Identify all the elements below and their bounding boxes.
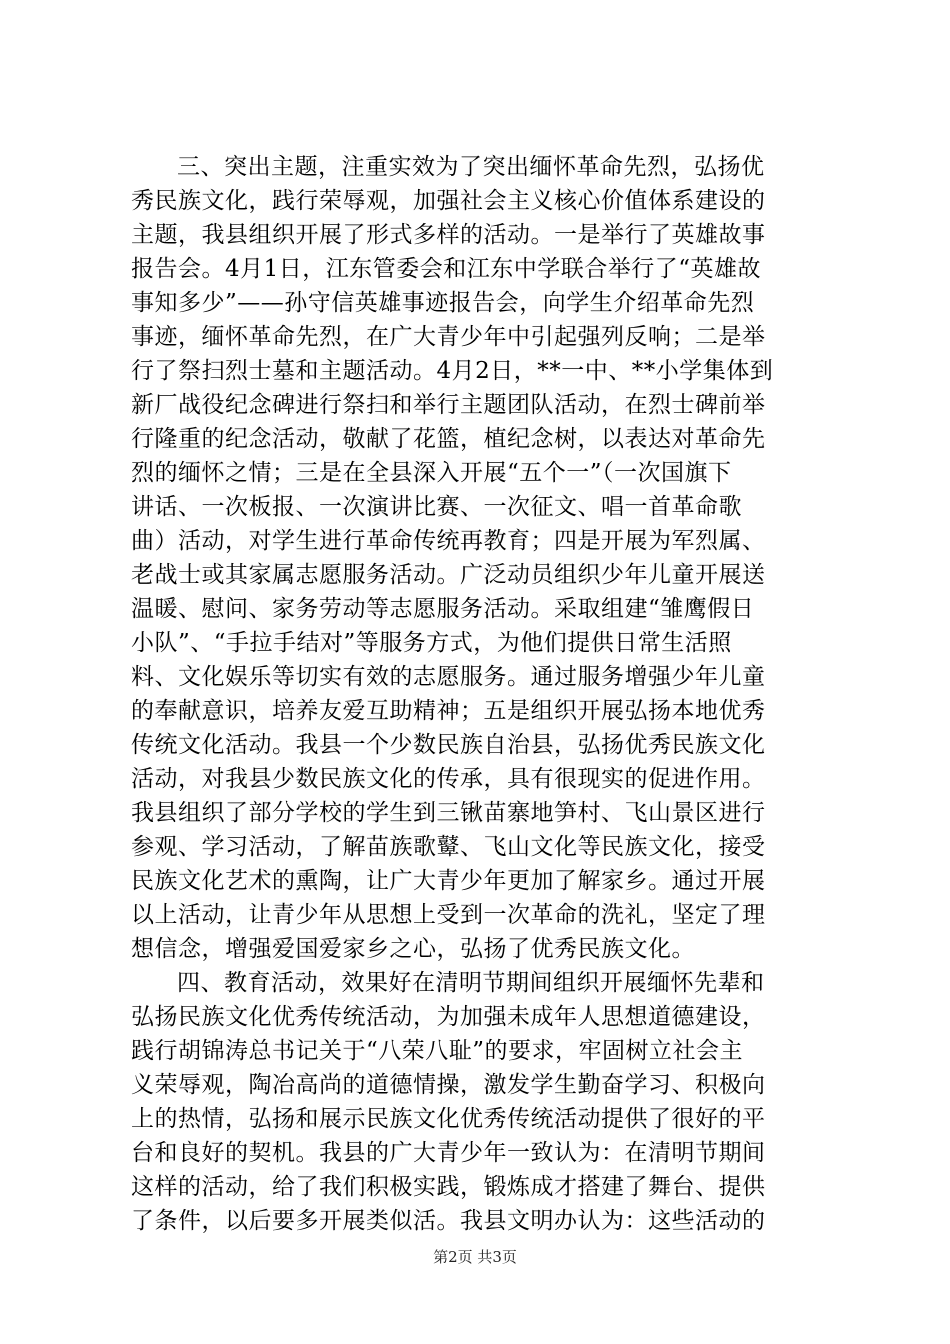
text-line: 报告会。4月1日，江东管委会和江东中学联合举行了“英雄故 [131, 256, 762, 282]
text-line: 新厂战役纪念碑进行祭扫和举行主题团队活动，在烈士碑前举 [131, 392, 766, 418]
text-line: 了条件，以后要多开展类似活。我县文明办认为：这些活动的 [131, 1208, 766, 1234]
text-line: 践行胡锦涛总书记关于“八荣八耻”的要求，牢固树立社会主 [131, 1038, 744, 1064]
text-line: 老战士或其家属志愿服务活动。广泛动员组织少年儿童开展送 [131, 562, 766, 588]
text-line: 事知多少”——孙守信英雄事迹报告会，向学生介绍革命先烈 [131, 290, 755, 316]
text-line: 想信念，增强爱国爱家乡之心，弘扬了优秀民族文化。 [131, 936, 695, 962]
text-line: 行了祭扫烈士墓和主题活动。4月2日，**一中、**小学集体到 [131, 358, 774, 384]
text-line: 温暖、慰问、家务劳动等志愿服务活动。采取组建“雏鹰假日 [131, 596, 755, 622]
text-line: 的奉献意识，培养友爱互助精神；五是组织开展弘扬本地优秀 [131, 698, 766, 724]
text-line: 参观、学习活动，了解苗族歌鼙、飞山文化等民族文化，接受 [131, 834, 766, 860]
text-line: 这样的活动，给了我们积极实践，锻炼成才搭建了舞台、提供 [131, 1174, 766, 1200]
text-line: 民族文化艺术的熏陶，让广大青少年更加了解家乡。通过开展 [131, 868, 766, 894]
text-line: 行隆重的纪念活动，敬献了花篮，植纪念树，以表达对革命先 [131, 426, 766, 452]
document-body [131, 150, 821, 1238]
page-footer [0, 1247, 950, 1267]
text-line: 传统文化活动。我县一个少数民族自治县，弘扬优秀民族文化 [131, 732, 766, 758]
text-line: 主题，我县组织开展了形式多样的活动。一是举行了英雄故事 [131, 222, 766, 248]
text-line: 曲）活动，对学生进行革命传统再教育；四是开展为军烈属、 [131, 528, 766, 554]
paragraph-3 [131, 150, 821, 966]
text-line: 小队”、“手拉手结对”等服务方式，为他们提供日常生活照 [131, 630, 732, 656]
text-line: 烈的缅怀之情；三是在全县深入开展“五个一”（一次国旗下 [131, 460, 732, 486]
text-line: 台和良好的契机。我县的广大青少年一致认为：在清明节期间 [131, 1140, 766, 1166]
page-number: 第2页 共3页 [433, 1248, 517, 1266]
text-line: 我县组织了部分学校的学生到三锹苗寨地笋村、飞山景区进行 [131, 800, 766, 826]
text-line: 活动，对我县少数民族文化的传承，具有很现实的促进作用。 [131, 766, 766, 792]
text-line: 料、文化娱乐等切实有效的志愿服务。通过服务增强少年儿童 [131, 664, 766, 690]
text-line: 上的热情，弘扬和展示民族文化优秀传统活动提供了很好的平 [131, 1106, 766, 1132]
text-line: 事迹，缅怀革命先烈，在广大青少年中引起强列反响；二是举 [131, 324, 766, 350]
text-line: 义荣辱观，陶冶高尚的道德情操，激发学生勤奋学习、积极向 [131, 1072, 766, 1098]
paragraph-4 [131, 966, 821, 1238]
text-line: 讲话、一次板报、一次演讲比赛、一次征文、唱一首革命歌 [131, 494, 742, 520]
text-line: 秀民族文化，践行荣辱观，加强社会主义核心价值体系建设的 [131, 188, 766, 214]
text-line: 弘扬民族文化优秀传统活动，为加强未成年人思想道德建设， [131, 1004, 766, 1030]
text-line: 以上活动，让青少年从思想上受到一次革命的洗礼，坚定了理 [131, 902, 766, 928]
text-line: 四、教育活动，效果好在清明节期间组织开展缅怀先辈和 [177, 970, 765, 996]
text-line: 三、突出主题，注重实效为了突出缅怀革命先烈，弘扬优 [177, 154, 765, 180]
